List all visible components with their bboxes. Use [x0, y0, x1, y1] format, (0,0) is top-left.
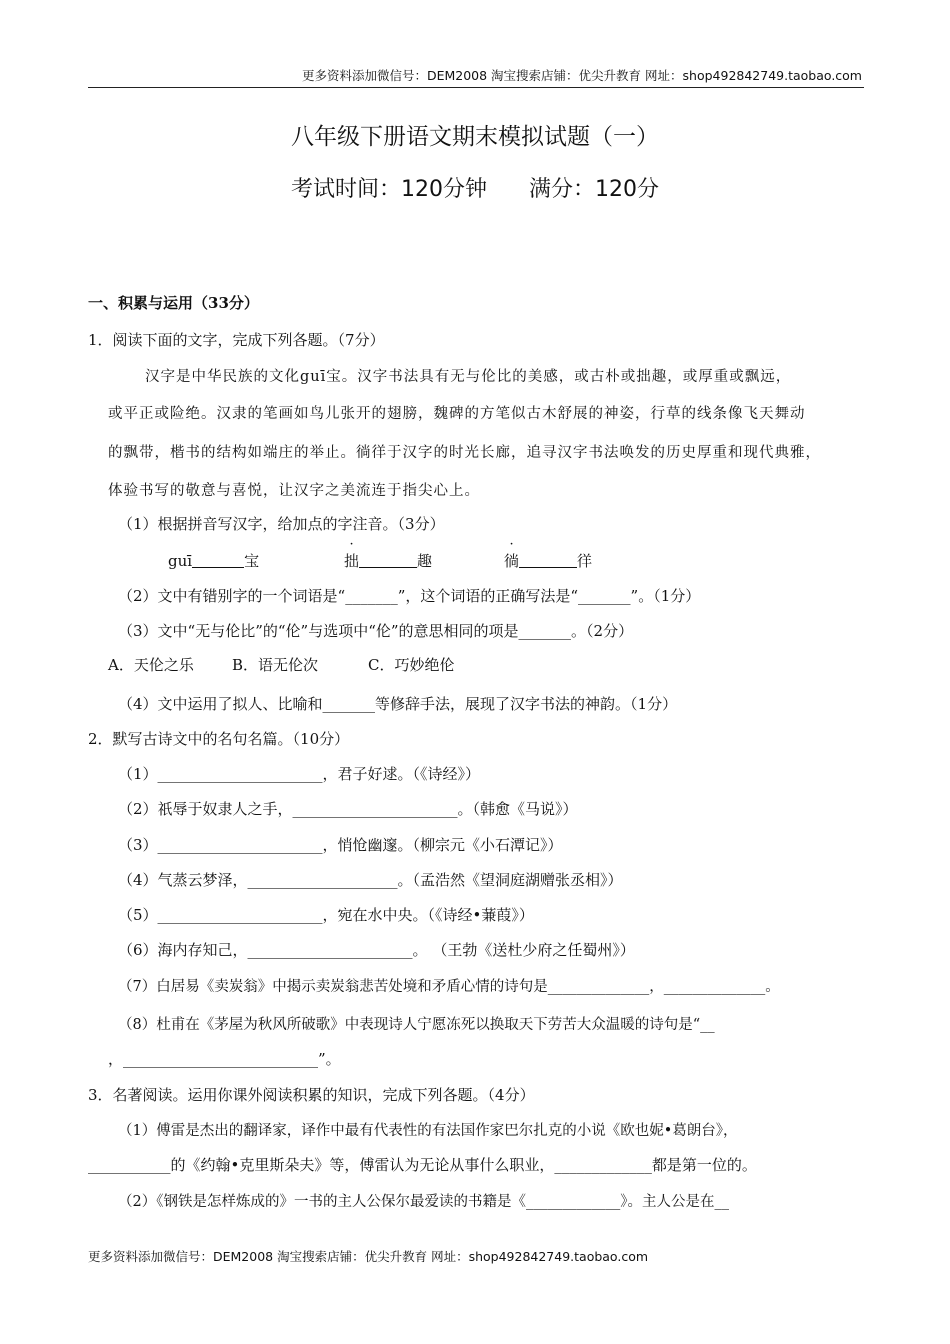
passage-line-4: 体验书写的敬意与喜悦，让汉字之美流连于指尖心上。	[108, 483, 480, 499]
passage-line-2: 或平正或险绝。汉隶的笔画如鸟儿张开的翅膀，魏碑的方笔似古木舒展的神姿，行草的线条像飞天舞动	[108, 406, 806, 422]
reading-line-2: ___________的《约翰•克里斯朵夫》等，傅雷认为无论从事什么职业，_____________都是第一位的。	[88, 1156, 757, 1174]
recitation-item-8-cont: ，__________________________”。	[108, 1050, 341, 1068]
pinyin-char: 趣	[417, 552, 433, 570]
question-3-prompt: 3．名著阅读。运用你课外阅读积累的知识，完成下列各题。（4分）	[88, 1086, 535, 1104]
header-watermark-text: 更多资料添加微信号：DEM2008 淘宝搜索店铺：优尖升教育 网址：shop492842749.taobao.com	[301, 68, 862, 83]
option-b: B．语无伦次	[232, 656, 319, 674]
pinyin-char: 徉	[577, 552, 593, 570]
recitation-item-2: （2）祇辱于奴隶人之手，______________________。（韩愈《马说》）	[118, 800, 578, 818]
dotted-char: 徜	[504, 552, 520, 570]
question-1-sub3: （3）文中“无与伦比”的“伦”与选项中“伦”的意思相同的项是_______。（2分）	[118, 622, 634, 640]
pinyin-prompt: guī	[168, 552, 193, 570]
recitation-item-4: （4）气蒸云梦泽，____________________。（孟浩然《望洞庭湖赠张丞相》）	[118, 871, 623, 889]
recitation-item-7: （7）白居易《卖炭翁》中揭示卖炭翁悲苦处境和矛盾心情的诗句是______________，______________。	[118, 979, 780, 995]
exam-info: 考试时间：120分钟 满分：120分	[291, 177, 659, 202]
recitation-item-6: （6）海内存知己，______________________。 （王勃《送杜少府之任蜀州》）	[118, 941, 635, 959]
pinyin-item-2	[344, 550, 432, 571]
passage-line-3: 的飘带，楷书的结构如端庄的举止。徜徉于汉字的时光长廊，追寻汉字书法唤发的历史厚重和现代典雅，	[108, 445, 821, 461]
answer-blank[interactable]	[359, 552, 417, 568]
recitation-item-1: （1）______________________，君子好逑。（《诗经》）	[118, 765, 481, 783]
recitation-item-8: （8）杜甫在《茅屋为秋风所破歌》中表现诗人宁愿冻死以换取天下劳苦大众温暖的诗句是“__	[118, 1017, 715, 1033]
question-1-sub4: （4）文中运用了拟人、比喻和_______等修辞手法，展现了汉字书法的神韵。（1分）	[118, 695, 678, 713]
recitation-item-3: （3）______________________，悄怆幽邃。（柳宗元《小石潭记》）	[118, 836, 563, 854]
question-1-sub1: （1）根据拼音写汉字，给加点的字注音。（3分）	[118, 515, 445, 533]
page-title: 八年级下册语文期末模拟试题（一）	[291, 124, 659, 150]
recitation-item-5: （5）______________________，宛在水中央。（《诗经•蒹葭》）	[118, 906, 534, 924]
question-2-prompt: 2．默写古诗文中的名句名篇。（10分）	[88, 730, 350, 748]
pinyin-item-3	[504, 550, 592, 571]
reading-line-3: （2）《钢铁是怎样炼成的》一书的主人公保尔最爱读的书籍是《_____________》。主人公是在__	[118, 1194, 729, 1210]
pinyin-char: 宝	[244, 552, 260, 570]
dotted-char: 拙	[344, 552, 360, 570]
footer-watermark-text: 更多资料添加微信号：DEM2008 淘宝搜索店铺：优尖升教育 网址：shop492842749.taobao.com	[88, 1249, 649, 1264]
section-heading: 一、积累与运用（33分）	[88, 294, 259, 312]
answer-blank[interactable]	[519, 552, 577, 568]
passage-line-1: 汉字是中华民族的文化guī宝。汉字书法具有无与伦比的美感，或古朴或拙趣，或厚重或飘远，	[145, 369, 792, 385]
option-c: C．巧妙绝伦	[368, 656, 455, 674]
header-rule	[88, 87, 864, 88]
question-1-sub2: （2）文中有错别字的一个词语是“_______”，这个词语的正确写法是“_______”。（1分）	[118, 587, 701, 605]
question-1-prompt: 1．阅读下面的文字，完成下列各题。（7分）	[88, 331, 385, 349]
answer-blank[interactable]	[192, 552, 244, 568]
option-a: A．天伦之乐	[108, 656, 194, 674]
reading-line-1: （1）傅雷是杰出的翻译家，译作中最有代表性的有法国作家巴尔扎克的小说《欧也妮•葛朗台》，	[118, 1123, 738, 1139]
pinyin-item-1	[168, 550, 259, 571]
